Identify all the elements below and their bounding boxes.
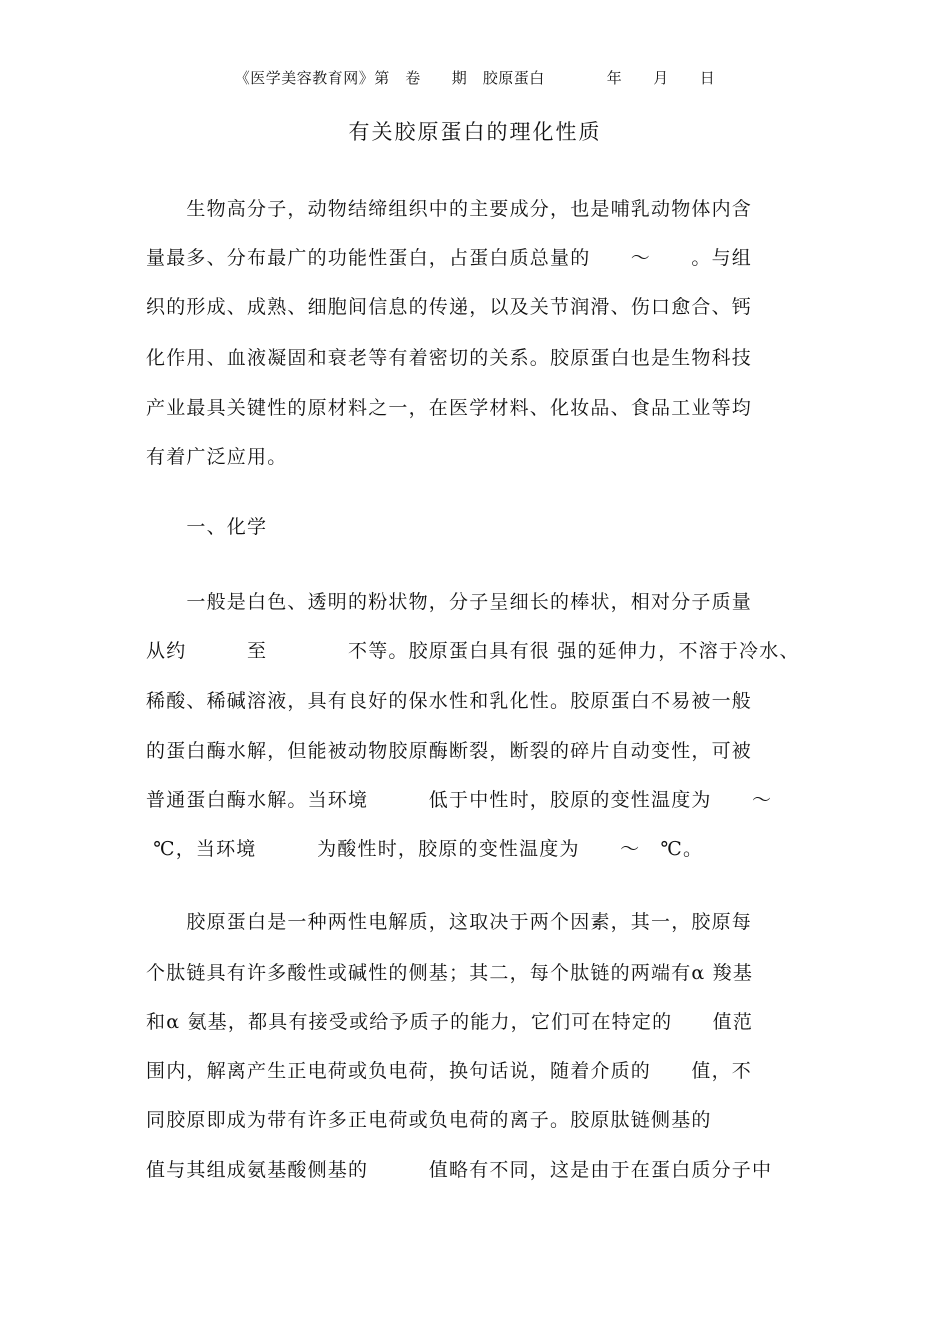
intro-line: 有着广泛应用。 (146, 446, 288, 468)
electro-line: 值与其组成氨基酸侧基的 值略有不同，这是由于在蛋白质分子中 (146, 1159, 773, 1181)
section-heading: 一、化学 (146, 516, 268, 538)
electro-line: 同胶原即成为带有许多正电荷或负电荷的离子。胶原肽链侧基的 (146, 1109, 712, 1131)
electro-line: 个肽链具有许多酸性或碱性的侧基；其二，每个肽链的两端有α 羧基 (146, 962, 754, 984)
page-title: 有关胶原蛋白的理化性质 (348, 120, 602, 144)
intro-line: 织的形成、成熟、细胞间信息的传递，以及关节润滑、伤口愈合、钙 (146, 296, 753, 318)
intro-line: 生物高分子，动物结缔组织中的主要成分，也是哺乳动物体内含 (146, 198, 753, 220)
intro-line: 产业最具关键性的原材料之一，在医学材料、化妆品、食品工业等均 (146, 397, 753, 419)
electro-line: 和α 氨基，都具有接受或给予质子的能力，它们可在特定的 值范 (146, 1011, 754, 1033)
intro-line: 量最多、分布最广的功能性蛋白，占蛋白质总量的 ～ 。与组 (146, 247, 753, 269)
chem-line: ℃，当环境 为酸性时，胶原的变性温度为 ～ ℃。 (146, 838, 704, 860)
intro-line: 化作用、血液凝固和衰老等有着密切的关系。胶原蛋白也是生物科技 (146, 347, 753, 369)
chem-line: 从约 至 不等。胶原蛋白具有很 强的延伸力，不溶于冷水、 (146, 640, 800, 662)
chem-line: 普通蛋白酶水解。当环境 低于中性时，胶原的变性温度为 ～ (146, 789, 773, 811)
electro-line: 胶原蛋白是一种两性电解质，这取决于两个因素，其一，胶原每 (146, 911, 753, 933)
electro-line: 围内，解离产生正电荷或负电荷，换句话说，随着介质的 值，不 (146, 1060, 753, 1082)
running-header: 《医学美容教育网》第 卷 期 胶原蛋白 年 月 日 (234, 69, 716, 87)
chem-line: 稀酸、稀碱溶液，具有良好的保水性和乳化性。胶原蛋白不易被一般 (146, 690, 753, 712)
chem-line: 的蛋白酶水解，但能被动物胶原酶断裂，断裂的碎片自动变性，可被 (146, 740, 753, 762)
chem-line: 一般是白色、透明的粉状物，分子呈细长的棒状，相对分子质量 (146, 591, 753, 613)
